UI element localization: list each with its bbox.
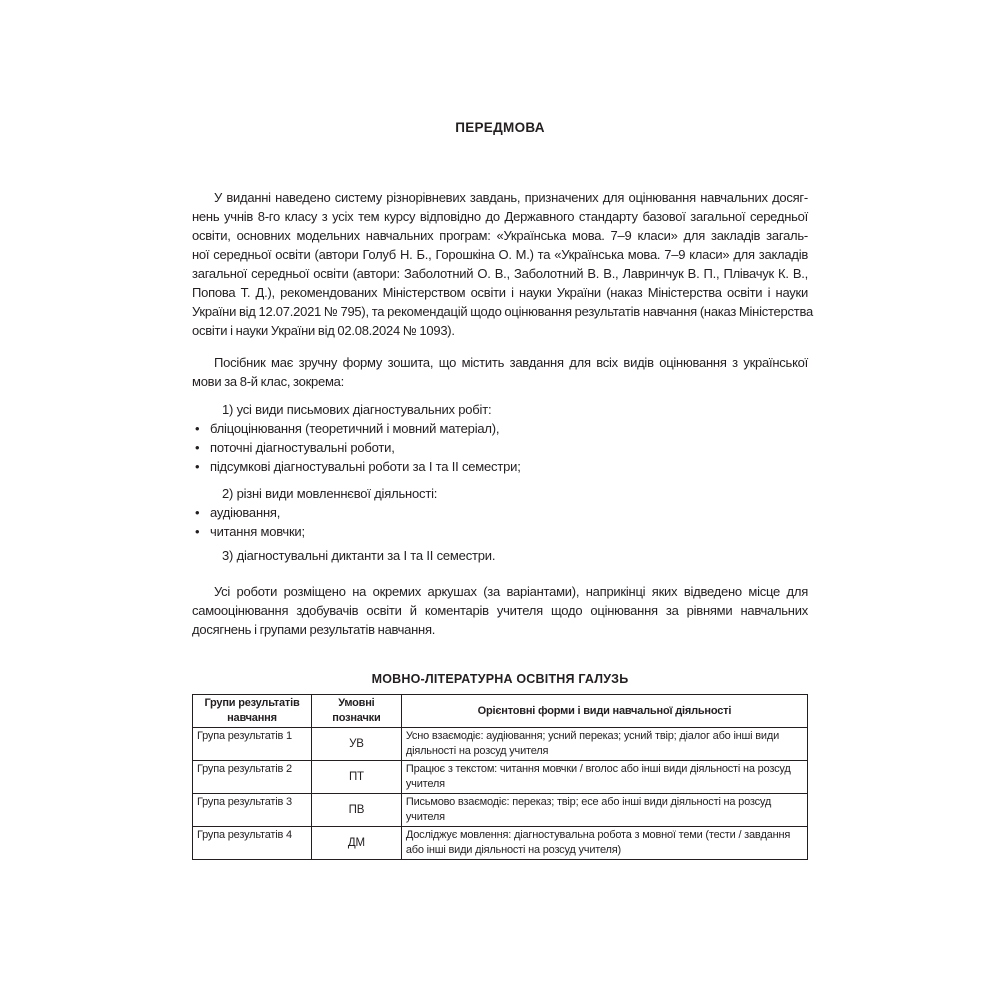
list-item: [192, 522, 808, 541]
list-item-text: аудіювання,: [210, 505, 281, 520]
cell-forms: Працює з текстом: читання мовчки / вголос або інші види діяльності на розсуд учителя: [401, 761, 807, 794]
text-line: ної середньої освіти (автори Голуб Н. Б., Горошкіна О. М.) та «Українська мова. 7–9 класи» для закладів: [192, 247, 808, 262]
page-title: ПЕРЕДМОВА: [455, 120, 545, 135]
bullet-icon: •: [195, 459, 200, 474]
bullet-icon: •: [195, 524, 200, 539]
table-row: [193, 827, 808, 860]
cell-forms: Письмово взаємодіє: переказ; твір; есе або інші види діяльності на розсуд учителя: [401, 794, 807, 827]
table-row: [193, 794, 808, 827]
cell-group: Група результатів 3: [193, 794, 312, 827]
list-item: [192, 503, 808, 522]
list-item: [192, 419, 808, 438]
cell-code: ДМ: [311, 827, 401, 860]
list-item-text: читання мовчки;: [210, 524, 305, 539]
intro-paragraph: [192, 188, 813, 340]
column-header-group: Групи результатів навчання: [193, 695, 312, 728]
text-line: Попова Т. Д.), рекомендованих Міністерством освіти і науки України (наказ Міністерства освіти і науки: [192, 285, 808, 300]
list-item-text: бліцоцінювання (теоретичний і мовний матеріал),: [210, 421, 500, 436]
table-row: [193, 761, 808, 794]
cell-code: ПТ: [311, 761, 401, 794]
table-header-row: [193, 695, 808, 728]
list-item-text: поточні діагностувальні роботи,: [210, 440, 395, 455]
section-title: МОВНО-ЛІТЕРАТУРНА ОСВІТНЯ ГАЛУЗЬ: [371, 672, 629, 686]
document-page: [192, 0, 813, 1000]
written-works-list: [192, 400, 808, 476]
text-line: Усі роботи розміщено на окремих аркушах (за варіантами), наприкінці яких відведено місце для: [214, 584, 808, 599]
text-line: освіти, основних модельних навчальних програм: «Українська мова. 7–9 класи» для закладів загаль-: [192, 228, 808, 243]
manual-paragraph: [192, 353, 808, 391]
column-header-forms: Орієнтовні форми і види навчальної діяльності: [401, 695, 807, 728]
cell-group: Група результатів 4: [193, 827, 312, 860]
bullet-icon: •: [195, 421, 200, 436]
dictations-list: [192, 546, 808, 565]
bullet-icon: •: [195, 440, 200, 455]
list-item: [192, 457, 808, 476]
bullet-icon: •: [195, 505, 200, 520]
text-line: У виданні наведено систему різнорівневих завдань, призначених для оцінювання навчальних досяг-: [214, 190, 808, 205]
cell-forms: Усно взаємодіє: аудіювання; усний переказ; усний твір; діалог або інші види діяльності на розсуд учителя: [401, 728, 807, 761]
cell-code: УВ: [311, 728, 401, 761]
speech-activity-list: [192, 484, 808, 541]
text-line: мови за 8-й клас, зокрема:: [192, 374, 345, 389]
cell-code: ПВ: [311, 794, 401, 827]
cell-group: Група результатів 2: [193, 761, 312, 794]
cell-group: Група результатів 1: [193, 728, 312, 761]
text-line: освіти і науки України від 02.08.2024 № 1093).: [192, 323, 455, 338]
table-row: [193, 728, 808, 761]
text-line: Посібник має зручну форму зошита, що містить завдання для всіх видів оцінювання з української: [214, 355, 808, 370]
list-heading: 1) усі види письмових діагностувальних робіт:: [222, 402, 492, 417]
list-heading: 2) різні види мовленнєвої діяльності:: [222, 486, 438, 501]
text-line: загальної середньої освіти (автори: Заболотний О. В., Заболотний В. В., Лавринчук В. П., Плівачук К. В.,: [192, 266, 808, 281]
text-line: нень учнів 8-го класу з усіх тем курсу відповідно до Державного стандарту базової загальної середньої: [192, 209, 808, 224]
text-line: досягнень і групами результатів навчання.: [192, 622, 436, 637]
list-item: [192, 438, 808, 457]
cell-forms: Досліджує мовлення: діагностувальна робота з мовної теми (тести / завдання або інші види діяльності на розсуд учителя): [401, 827, 807, 860]
column-header-code: Умовні позначки: [311, 695, 401, 728]
list-item-text: підсумкові діагностувальні роботи за І та ІІ семестри;: [210, 459, 521, 474]
list-heading: 3) діагностувальні диктанти за І та ІІ семестри.: [222, 548, 496, 563]
text-line: самооцінювання здобувачів освіти й коментарів учителя щодо оцінювання за рівнями навчальних: [192, 603, 808, 618]
results-table: [192, 694, 808, 860]
text-line: України від 12.07.2021 № 795), та рекомендацій щодо оцінювання результатів навчання (наказ Міністерства: [192, 304, 813, 319]
closing-paragraph: [192, 582, 808, 639]
